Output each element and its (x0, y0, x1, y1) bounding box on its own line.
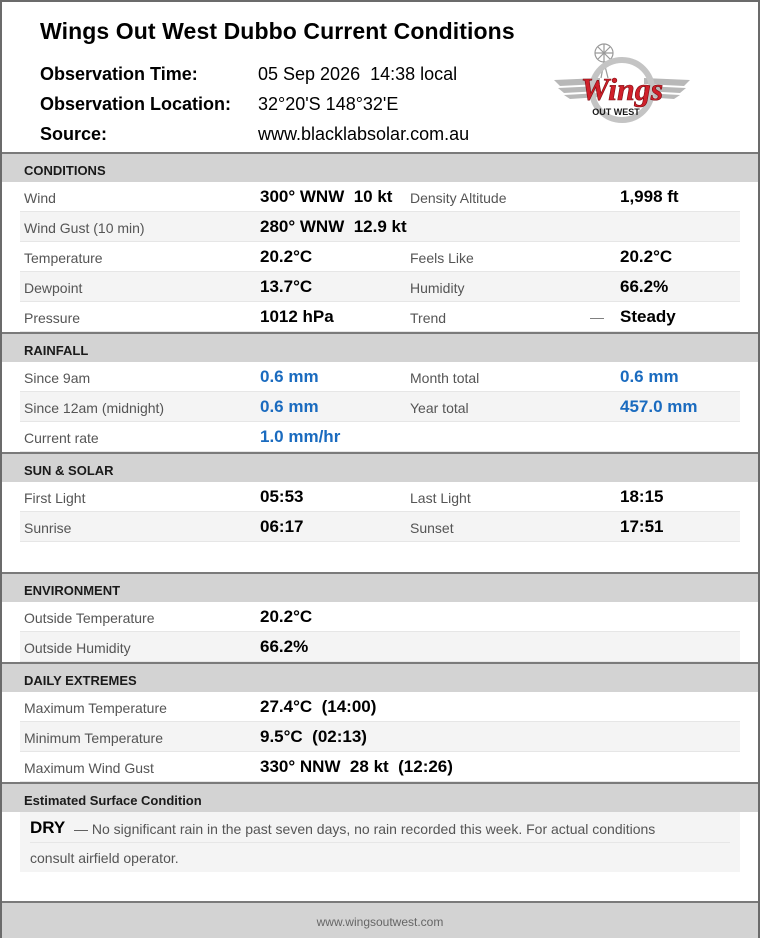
row-label: Temperature (24, 250, 103, 266)
row-value: 05:53 (260, 487, 304, 506)
row-value: 17:51 (620, 517, 664, 536)
logo-subtext: OUT WEST (592, 107, 640, 117)
footer-link[interactable]: www.wingsoutwest.com (316, 915, 444, 929)
surface-condition (20, 812, 740, 872)
table-row (20, 362, 740, 392)
footer (2, 901, 758, 938)
logo-wordmark: Wings (580, 71, 664, 107)
table-row (20, 752, 740, 782)
table-row (20, 692, 740, 722)
section-rainfall-title: RAINFALL (24, 343, 89, 358)
table-row (20, 512, 740, 542)
observation-time-value: 05 Sep 2026 14:38 local (258, 64, 458, 84)
row-label: Sunset (410, 520, 454, 536)
row-label: Since 12am (midnight) (24, 400, 165, 416)
section-extremes-header (2, 662, 758, 692)
row-label: Since 9am (24, 370, 91, 386)
table-row (20, 482, 740, 512)
row-value: 1012 hPa (260, 307, 334, 326)
section-sun-title: SUN & SOLAR (24, 463, 114, 478)
row-label: Minimum Temperature (24, 730, 164, 746)
row-value: 9.5°C (02:13) (260, 727, 367, 746)
section-environment-title: ENVIRONMENT (24, 583, 121, 598)
row-label: Feels Like (410, 250, 474, 266)
row-value: 13.7°C (260, 277, 313, 296)
row-label: Sunrise (24, 520, 72, 536)
row-value: 20.2°C (620, 247, 673, 266)
table-row (20, 272, 740, 302)
row-label: Outside Temperature (24, 610, 155, 626)
section-environment-header (2, 572, 758, 602)
row-value: 0.6 mm (260, 397, 319, 416)
table-row (20, 212, 740, 242)
row-value: 300° WNW 10 kt (260, 187, 393, 206)
row-label: Wind (24, 190, 56, 206)
row-label: Maximum Wind Gust (24, 760, 154, 776)
row-value: 66.2% (620, 277, 669, 296)
table-row (20, 392, 740, 422)
wings-out-west-logo (552, 40, 692, 130)
row-label: Maximum Temperature (24, 700, 167, 716)
table-row (20, 182, 740, 212)
row-value: 0.6 mm (620, 367, 679, 386)
row-value: 18:15 (620, 487, 664, 506)
surface-state: DRY (30, 818, 66, 837)
row-label: Wind Gust (10 min) (24, 220, 145, 236)
section-surface-header (2, 782, 758, 812)
row-label: Density Altitude (410, 190, 507, 206)
section-rainfall-header (2, 332, 758, 362)
table-row (20, 422, 740, 452)
row-value: 20.2°C (260, 607, 313, 626)
row-label: Year total (410, 400, 469, 416)
row-value: 1.0 mm/hr (260, 427, 341, 446)
surface-description-cont: consult airfield operator. (30, 850, 179, 866)
section-conditions-title: CONDITIONS (24, 163, 106, 178)
observation-location-label: Observation Location: (40, 94, 232, 114)
trend-dash-icon: — (590, 309, 604, 325)
section-conditions-header (2, 152, 758, 182)
row-value: 66.2% (260, 637, 309, 656)
row-value: 280° WNW 12.9 kt (260, 217, 407, 236)
row-label: Dewpoint (24, 280, 83, 296)
row-label: Trend (410, 310, 447, 326)
section-surface-title: Estimated Surface Condition (24, 793, 202, 808)
row-value: 0.6 mm (260, 367, 319, 386)
observation-location-value: 32°20'S 148°32'E (258, 94, 399, 114)
row-label: Current rate (24, 430, 99, 446)
source-label: Source: (40, 124, 108, 144)
surface-condition-line (30, 818, 730, 843)
observation-time-label: Observation Time: (40, 64, 198, 84)
section-sun-header (2, 452, 758, 482)
logo-graphic (552, 40, 692, 130)
row-value: 27.4°C (14:00) (260, 697, 377, 716)
row-value: 06:17 (260, 517, 304, 536)
section-extremes-title: DAILY EXTREMES (24, 673, 137, 688)
source-value[interactable]: www.blacklabsolar.com.au (258, 124, 470, 144)
surface-description: — No significant rain in the past seven days, no rain recorded this week. For actual conditions (74, 821, 656, 837)
table-row (20, 602, 740, 632)
row-value: 20.2°C (260, 247, 313, 266)
table-row (20, 242, 740, 272)
row-label: Last Light (410, 490, 471, 506)
row-value: 457.0 mm (620, 397, 698, 416)
row-label: Month total (410, 370, 480, 386)
table-row (20, 632, 740, 662)
row-label: First Light (24, 490, 86, 506)
table-row (20, 302, 740, 332)
header (2, 2, 758, 152)
row-value: Steady (620, 307, 676, 326)
table-row (20, 722, 740, 752)
row-value: 1,998 ft (620, 187, 679, 206)
page-title: Wings Out West Dubbo Current Conditions (40, 18, 515, 44)
row-label: Outside Humidity (24, 640, 131, 656)
row-label: Pressure (24, 310, 81, 326)
row-value: 330° NNW 28 kt (12:26) (260, 757, 453, 776)
row-label: Humidity (410, 280, 465, 296)
